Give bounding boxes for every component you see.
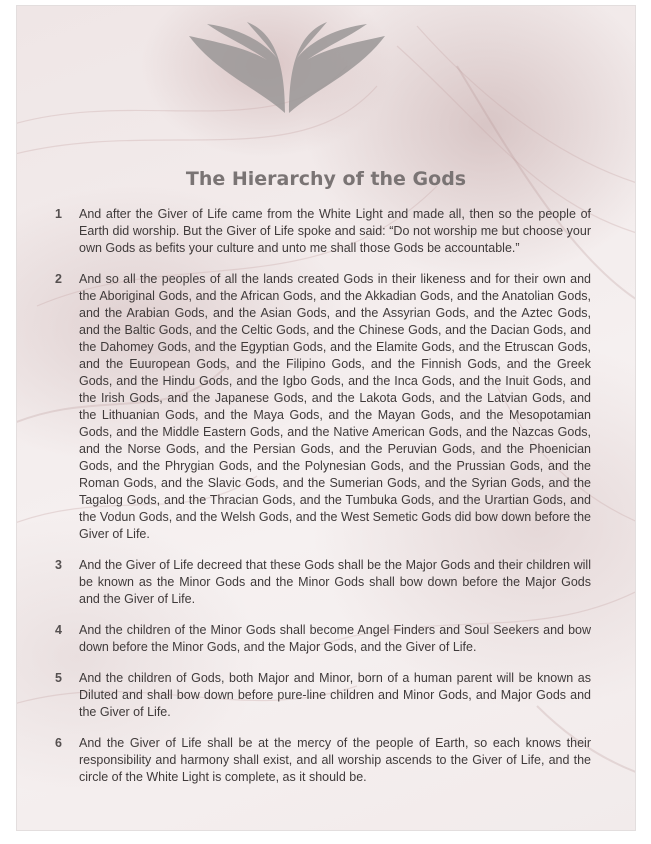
wings-icon — [187, 18, 387, 128]
verse-text: And so all the peoples of all the lands created Gods in their likeness and for their own and the Aboriginal Gods, and the African Gods, and the Akkadian Gods, and the Anatolian Gods, and the Arabian Gods, and the Asian Gods, and the Assyrian Gods, and the Aztec Gods, and the Baltic Gods, and the Celtic Gods, and the Chinese Gods, and the Dacian Gods, and the Dahomey Gods, and the Egyptian Gods, and the Elamite Gods, and the Etruscan Gods, and the Euuropean Gods, and the Filipino Gods, and the Finnish Gods, and the Greek Gods, and the Hindu Gods, and the Igbo Gods, and the Inca Gods, and the Inuit Gods, and the Irish Gods, and the Japanese Gods, and the Lakota Gods, and the Latvian Gods, and the Lithuanian Gods, and the Maya Gods, and the Mayan Gods, and the Mesopotamian Gods, and the Middle Eastern Gods, and the Native American Gods, and the Nazcas Gods, and the Norse Gods, and the Persian Gods, and the Peruvian Gods, and the Phoenician Gods, and the Phrygian Gods, and the Polynesian Gods, and the Prussian Gods, and the Roman Gods, and the Slavic Gods, and the Sumerian Gods, and the Syrian Gods, and the Tagalog Gods, and the Thracian Gods, and the Tumbuka Gods, and the Urartian Gods, and the Vodun Gods, and the Welsh Gods, and the West Semetic Gods did bow down before the Giver of Life. — [79, 272, 591, 541]
verse-6 — [55, 735, 591, 786]
verse-3 — [55, 557, 591, 608]
verse-4 — [55, 622, 591, 656]
verse-number: 1 — [55, 207, 62, 221]
verse-2 — [55, 271, 591, 543]
verse-text: And the Giver of Life decreed that these Gods shall be the Major Gods and their children will be known as the Minor Gods and the Minor Gods shall bow down before the Major Gods and the Giver of Life. — [79, 558, 591, 606]
verse-text: And the children of Gods, both Major and Minor, born of a human parent will be known as Diluted and shall bow down before pure-line children and Minor Gods, and Major Gods and the Giver of Life. — [79, 671, 591, 719]
verse-number: 2 — [55, 272, 62, 286]
verse-text: And after the Giver of Life came from the White Light and made all, then so the people of Earth did worship. But the Giver of Life spoke and said: “Do not worship me but choose your own Gods as befits your culture and unto me shall those Gods be accountable.” — [79, 207, 591, 255]
verse-number: 5 — [55, 671, 62, 685]
verse-number: 6 — [55, 736, 62, 750]
verse-list — [55, 206, 591, 800]
verse-number: 4 — [55, 623, 62, 637]
verse-number: 3 — [55, 558, 62, 572]
verse-text: And the children of the Minor Gods shall become Angel Finders and Soul Seekers and bow down before the Minor Gods, and the Major Gods, and the Giver of Life. — [79, 623, 591, 654]
verse-text: And the Giver of Life shall be at the mercy of the people of Earth, so each knows their responsibility and harmony shall exist, and all worship ascends to the Giver of Life, and the circle of the White Light is complete, as it should be. — [79, 736, 591, 784]
verse-5 — [55, 670, 591, 721]
verse-1 — [55, 206, 591, 257]
page-title: The Hierarchy of the Gods — [185, 168, 467, 190]
document-page — [17, 6, 635, 830]
